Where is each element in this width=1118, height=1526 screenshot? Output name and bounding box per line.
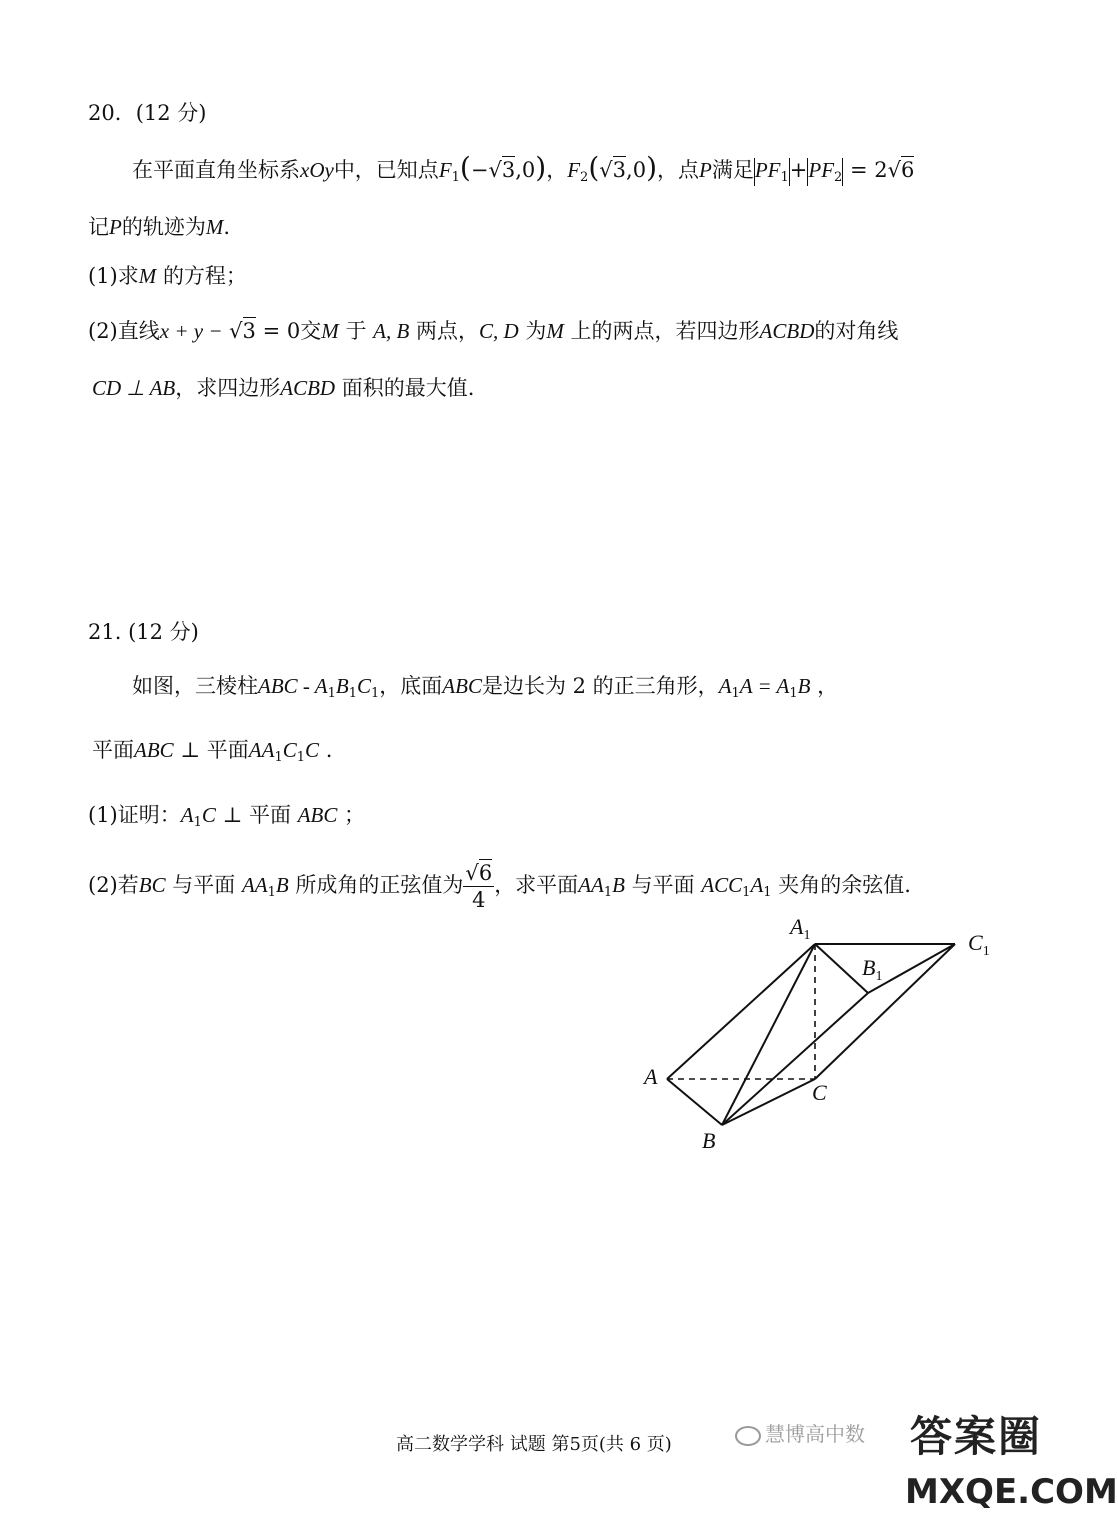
edge-a-b <box>667 1079 722 1125</box>
q20-part2-line2: CD ⊥ AB，求四边形ACBD 面积的最大值. <box>92 376 475 400</box>
label-b1: $B_1$ <box>862 955 883 984</box>
label-c1: $C_1$ <box>968 930 990 959</box>
prism-figure <box>630 900 1010 1160</box>
q20-line2: 记P的轨迹为M. <box>88 215 231 239</box>
label-a1: $A_1$ <box>790 914 811 943</box>
edge-b-c <box>722 1079 815 1125</box>
q20-header: 20．(12 分) <box>88 101 207 125</box>
watermark-logo: 答案圈 MXQE.COM <box>905 1412 1118 1512</box>
edge-a1-b1 <box>815 944 868 993</box>
q21-intro: 如图，三棱柱ABC - $A_1B_1C_1$，底面ABC是边长为 2 的正三角形，$A_1A = A_1B$ ， <box>132 674 839 701</box>
label-b: B <box>702 1128 716 1153</box>
edge-b-a1 <box>722 944 815 1125</box>
q21-line2: 平面ABC ⊥ 平面$AA_1C_1C$ . <box>92 738 333 765</box>
label-c: C <box>812 1080 827 1105</box>
q21-part2: (2)若BC 与平面 $AA_1B$ 所成角的正弦值为 $\frac{√6}{4}$ ，求平面$AA_1B$ 与平面 $ACC_1A_1$ 夹角的余弦值. <box>88 861 911 912</box>
q21-part1: (1)证明：$A_1C$ ⊥ 平面 ABC ； <box>88 803 366 830</box>
page-footer: 高二数学学科 试题 第5页(共 6 页) <box>396 1434 672 1455</box>
wechat-icon <box>735 1426 761 1446</box>
q21-header: 21. (12 分) <box>88 620 199 644</box>
fraction-sqrt6-over-4: $\frac{√6}{4}$ <box>465 861 493 912</box>
q20-part1: (1)求M 的方程； <box>88 264 247 288</box>
edge-b-b1 <box>722 993 868 1125</box>
q20-intro: 在平面直角坐标系xOy中，已知点$F_1(-√3,0)$，$F_2(√3,0)$，点P满足$PF_1+PF_2 = 2√6$ <box>132 151 915 185</box>
watermark-account: 慧博高中数 <box>735 1418 865 1447</box>
q20-part2: (2)直线x + y − √3 = 0交M 于 A, B 两点，C, D 为M 上的两点，若四边形ACBD的对角线 <box>88 319 899 343</box>
label-a: A <box>644 1064 658 1089</box>
edge-a-a1 <box>667 944 815 1079</box>
